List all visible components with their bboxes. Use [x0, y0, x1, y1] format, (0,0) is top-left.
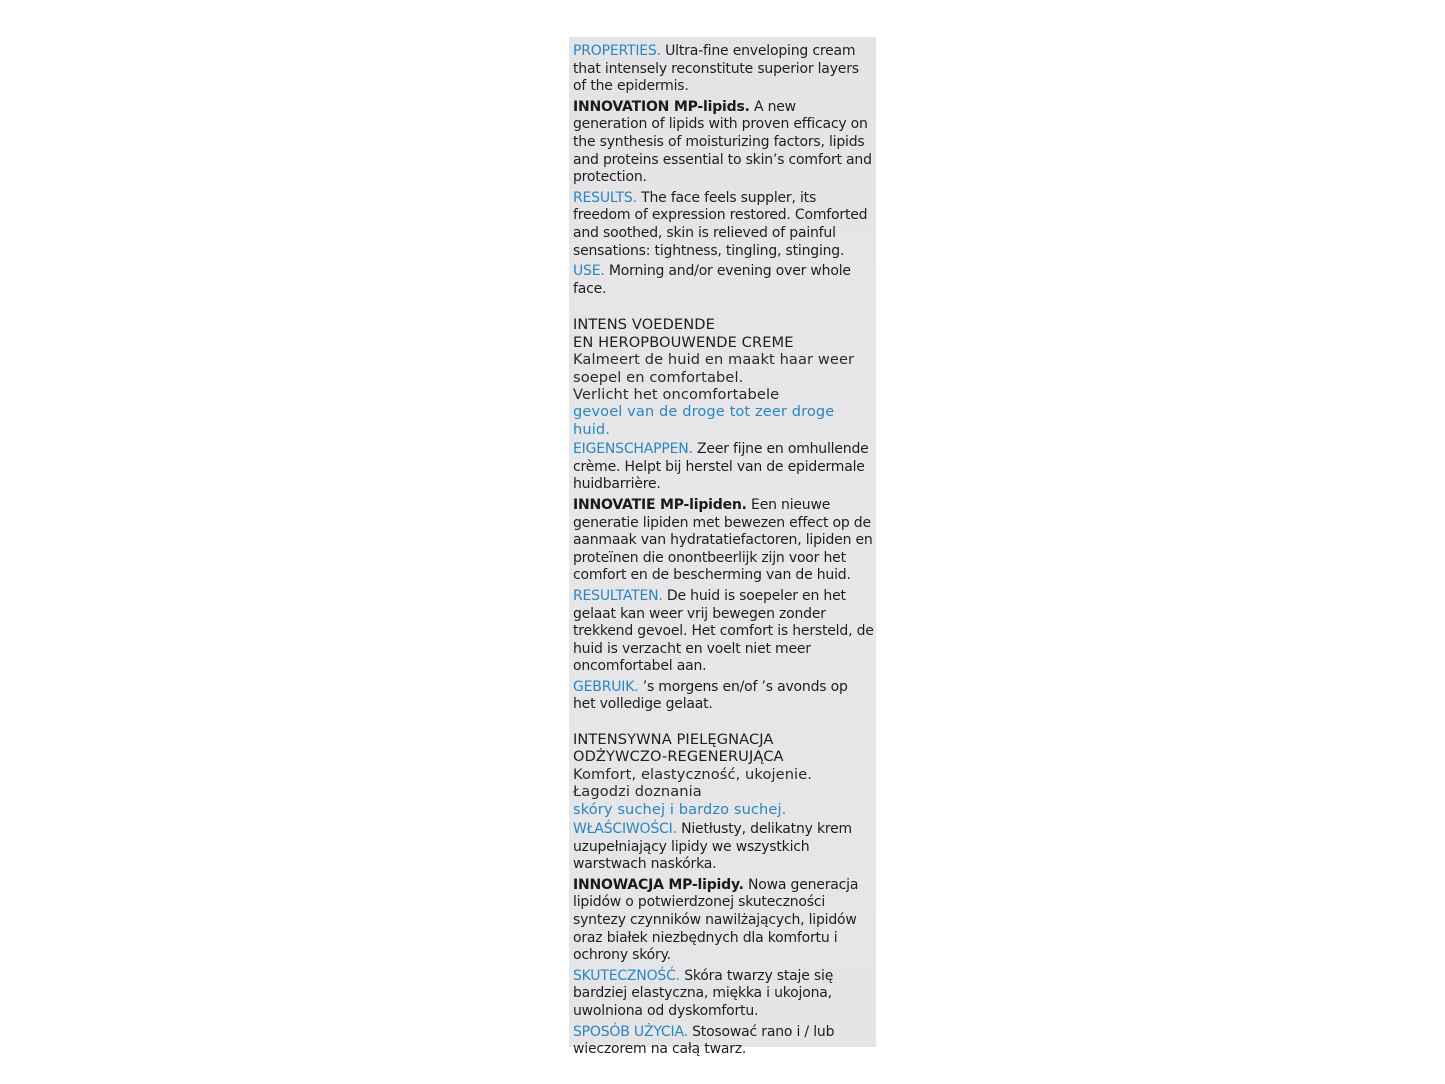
- pl-innovation-heading: INNOWACJA MP-lipidy.: [573, 876, 744, 893]
- en-use-heading: USE.: [573, 263, 605, 280]
- nl-results-text: De huid is soepeler en het gelaat kan weer vrij bewegen zonder trekkend gevoel. Het comfort is hersteld, de huid is verzacht en voelt niet meer oncomfortabel aan.: [573, 587, 874, 675]
- nl-subtitle-line-3: Verlicht het oncomfortabele: [573, 385, 780, 403]
- nl-subtitle-blue: gevoel van de droge tot zeer droge huid.: [573, 403, 835, 438]
- en-use-text: Morning and/or evening over whole face.: [573, 263, 851, 297]
- pl-innovation-text: Nowa generacja lipidów o potwierdzonej skuteczności syntezy czynników nawilżających, lipidów oraz białek niezbędnych dla komfortu i ochrony skóry.: [573, 876, 859, 964]
- pl-subtitle-line-2: Łagodzi doznania: [573, 783, 702, 801]
- pl-use-text: Stosować rano i / lub wieczorem na całą twarz.: [573, 1023, 835, 1058]
- product-label-panel: [569, 37, 876, 1058]
- section-polish: [573, 731, 874, 1059]
- pl-results-heading: SKUTECZNOŚĆ.: [573, 967, 680, 984]
- pl-title-line-2: ODŻYWCZO-REGENERUJĄCA: [573, 748, 784, 766]
- nl-results: [573, 588, 874, 676]
- nl-subtitle-line-2: soepel en comfortabel.: [573, 368, 744, 386]
- en-innovation-text: A new generation of lipids with proven efficacy on the synthesis of moisturizing factors, lipids and proteins essential to skin’s comfort and protection.: [573, 98, 872, 186]
- section-english: [573, 43, 874, 298]
- en-properties-text: Ultra-fine enveloping cream that intensely reconstitute superior layers of the epidermis.: [573, 43, 859, 95]
- nl-use: [573, 679, 874, 714]
- nl-results-heading: RESULTATEN.: [573, 587, 663, 604]
- pl-use-heading: SPOSÓB UŻYCIA.: [573, 1023, 688, 1040]
- en-results-text: The face feels suppler, its freedom of expression restored. Comforted and soothed, skin is relieved of painful sensations: tightness, tingling, stinging.: [573, 189, 868, 259]
- pl-results: [573, 968, 874, 1021]
- en-use: [573, 263, 874, 298]
- pl-properties-heading: WŁAŚCIWOŚCI.: [573, 821, 677, 838]
- pl-subtitle-blue: skóry suchej i bardzo suchej.: [573, 800, 787, 818]
- en-results: [573, 190, 874, 260]
- en-results-heading: RESULTS.: [573, 189, 637, 206]
- pl-results-text: Skóra twarzy staje się bardziej elastyczna, miękka i ukojona, uwolniona od dyskomfortu.: [573, 967, 834, 1020]
- pl-subtitle-line-1: Komfort, elastyczność, ukojenie.: [573, 765, 813, 783]
- nl-innovation-heading: INNOVATIE MP-lipiden.: [573, 496, 747, 513]
- en-innovation: [573, 99, 874, 187]
- nl-innovation-text: Een nieuwe generatie lipiden met bewezen effect op de aanmaak van hydratatiefactoren, lipiden en proteïnen die onontbeerlijk zijn voor het comfort en de bescherming van de huid.: [573, 496, 873, 584]
- nl-use-heading: GEBRUIK.: [573, 678, 639, 695]
- nl-title-line-2: EN HEROPBOUWENDE CREME: [573, 333, 794, 351]
- section-dutch: [573, 316, 874, 714]
- en-properties-heading: PROPERTIES.: [573, 43, 661, 59]
- nl-properties-heading: EIGENSCHAPPEN.: [573, 441, 693, 458]
- section-spacer: [573, 717, 874, 731]
- section-spacer: [573, 301, 874, 316]
- en-innovation-heading: INNOVATION MP-lipids.: [573, 98, 750, 115]
- en-properties: [573, 43, 874, 96]
- pl-use: [573, 1024, 874, 1059]
- nl-properties: [573, 441, 874, 494]
- pl-innovation: [573, 877, 874, 965]
- pl-title-line-1: INTENSYWNA PIELĘGNACJA: [573, 731, 774, 749]
- pl-properties: [573, 821, 874, 874]
- nl-properties-text: Zeer fijne en omhullende crème. Helpt bij herstel van de epidermale huidbarrière.: [573, 441, 869, 493]
- nl-subtitle-line-1: Kalmeert de huid en maakt haar weer: [573, 351, 855, 369]
- nl-title-line-1: INTENS VOEDENDE: [573, 316, 715, 334]
- nl-use-text: ’s morgens en/of ’s avonds op het volledige gelaat.: [573, 678, 848, 713]
- nl-innovation: [573, 497, 874, 585]
- pl-properties-text: Nietłusty, delikatny krem uzupełniający lipidy we wszystkich warstwach naskórka.: [573, 821, 852, 873]
